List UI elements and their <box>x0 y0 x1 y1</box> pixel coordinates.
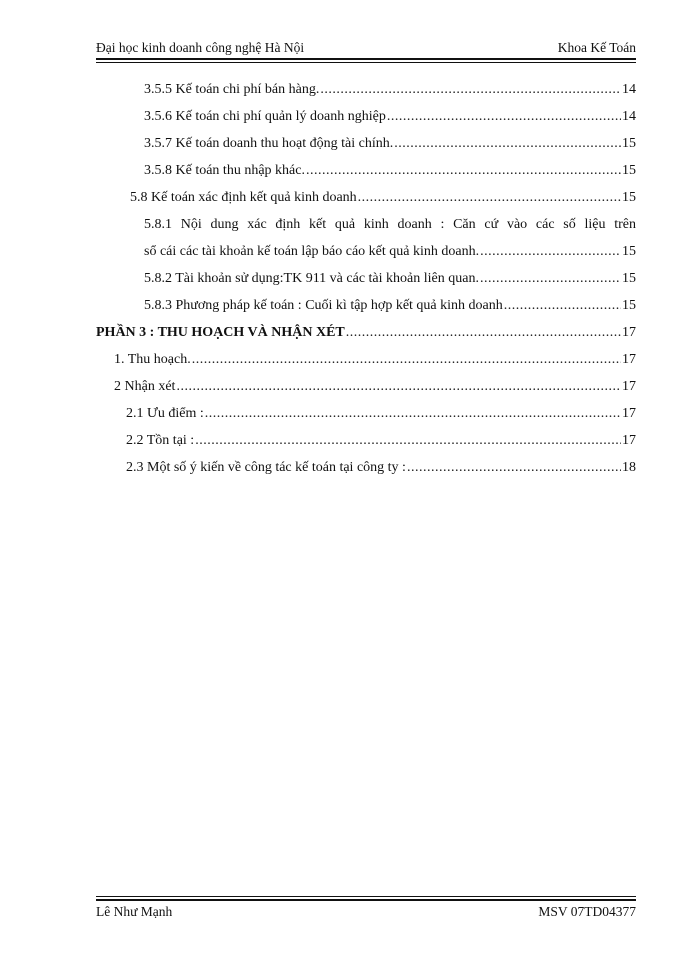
toc-entry <box>96 265 636 292</box>
toc-leader-dots <box>480 238 621 265</box>
toc-entry-page: 15 <box>622 244 636 259</box>
toc-entry-part <box>96 319 636 346</box>
toc-entry-label: 3.5.8 Kế toán thu nhập khác. <box>144 163 305 178</box>
toc-leader-dots <box>346 319 621 346</box>
toc-leader-dots <box>358 184 621 211</box>
toc-entry-label: 2.3 Một số ý kiến về công tác kế toán tại công ty : <box>126 460 406 475</box>
footer-divider <box>96 899 636 901</box>
toc-leader-dots <box>480 265 621 292</box>
toc-leader-dots <box>504 292 621 319</box>
header-divider <box>96 58 636 60</box>
toc-entry <box>96 346 636 373</box>
header-divider-thin <box>96 62 636 63</box>
toc-entry <box>96 454 636 481</box>
toc-entry-page: 15 <box>622 298 636 313</box>
footer-student-id: MSV 07TD04377 <box>538 904 636 919</box>
toc-leader-dots <box>320 76 621 103</box>
toc-entry <box>96 373 636 400</box>
toc-entry-label: 2 Nhận xét <box>114 379 176 394</box>
toc-leader-dots <box>407 454 621 481</box>
toc-entry-page: 17 <box>622 433 636 448</box>
toc-entry-label: 1. Thu hoạch. <box>114 352 191 367</box>
toc-entry-page: 17 <box>622 325 636 340</box>
toc-entry-label: PHẦN 3 : THU HOẠCH VÀ NHẬN XÉT <box>96 325 345 340</box>
toc-entry-label: 5.8.2 Tài khoản sử dụng:TK 911 và các tài khoản liên quan. <box>144 271 479 286</box>
toc-entry-label: 3.5.5 Kế toán chi phí bán hàng. <box>144 82 320 97</box>
toc-entry-label: 3.5.7 Kế toán doanh thu hoạt động tài chính. <box>144 136 394 151</box>
toc-entry <box>96 400 636 427</box>
toc-entry <box>96 292 636 319</box>
toc-entry <box>96 76 636 103</box>
toc-leader-dots <box>192 346 621 373</box>
toc-entry-page: 14 <box>622 82 636 97</box>
toc-entry-page: 15 <box>622 190 636 205</box>
toc-leader-dots <box>306 157 621 184</box>
toc-entry-page: 15 <box>622 136 636 151</box>
toc-entry-page: 15 <box>622 271 636 286</box>
toc-entry-label: 2.2 Tồn tại : <box>126 433 195 448</box>
toc-entry <box>96 427 636 454</box>
toc-entry-page: 15 <box>622 163 636 178</box>
footer-divider-thin <box>96 896 636 897</box>
toc-entry-label-line1: 5.8.1 Nội dung xác định kết quả kinh doanh : Căn cứ vào các số liệu trên <box>144 217 636 232</box>
toc-entry <box>96 238 636 265</box>
toc-leader-dots <box>176 373 621 400</box>
header-faculty: Khoa Kế Toán <box>557 40 636 55</box>
table-of-contents <box>96 76 636 481</box>
toc-leader-dots <box>205 400 621 427</box>
page-header <box>96 40 636 56</box>
toc-entry-page: 17 <box>622 406 636 421</box>
toc-entry-label: 2.1 Ưu điểm : <box>126 406 204 421</box>
toc-entry-label: 5.8 Kế toán xác định kết quả kinh doanh <box>130 190 357 205</box>
toc-entry-page: 14 <box>622 109 636 124</box>
toc-entry-page: 18 <box>622 460 636 475</box>
toc-entry-page: 17 <box>622 379 636 394</box>
toc-leader-dots <box>387 103 621 130</box>
footer-author: Lê Như Mạnh <box>96 904 173 919</box>
toc-leader-dots <box>195 427 621 454</box>
toc-entry <box>96 130 636 157</box>
toc-entry-label-line2: sổ cái các tài khoản kế toán lập báo cáo kết quả kinh doanh. <box>144 244 480 259</box>
toc-entry-label: 3.5.6 Kế toán chi phí quản lý doanh nghiệp <box>144 109 386 124</box>
toc-entry <box>96 103 636 130</box>
header-university: Đại học kinh doanh công nghệ Hà Nội <box>96 40 305 55</box>
toc-entry-page: 17 <box>622 352 636 367</box>
toc-leader-dots <box>394 130 621 157</box>
toc-entry-label: 5.8.3 Phương pháp kế toán : Cuối kì tập hợp kết quả kinh doanh <box>144 298 503 313</box>
page-footer <box>96 904 636 920</box>
toc-entry <box>96 157 636 184</box>
toc-entry <box>96 184 636 211</box>
toc-entry-wrapped-line <box>96 211 636 238</box>
